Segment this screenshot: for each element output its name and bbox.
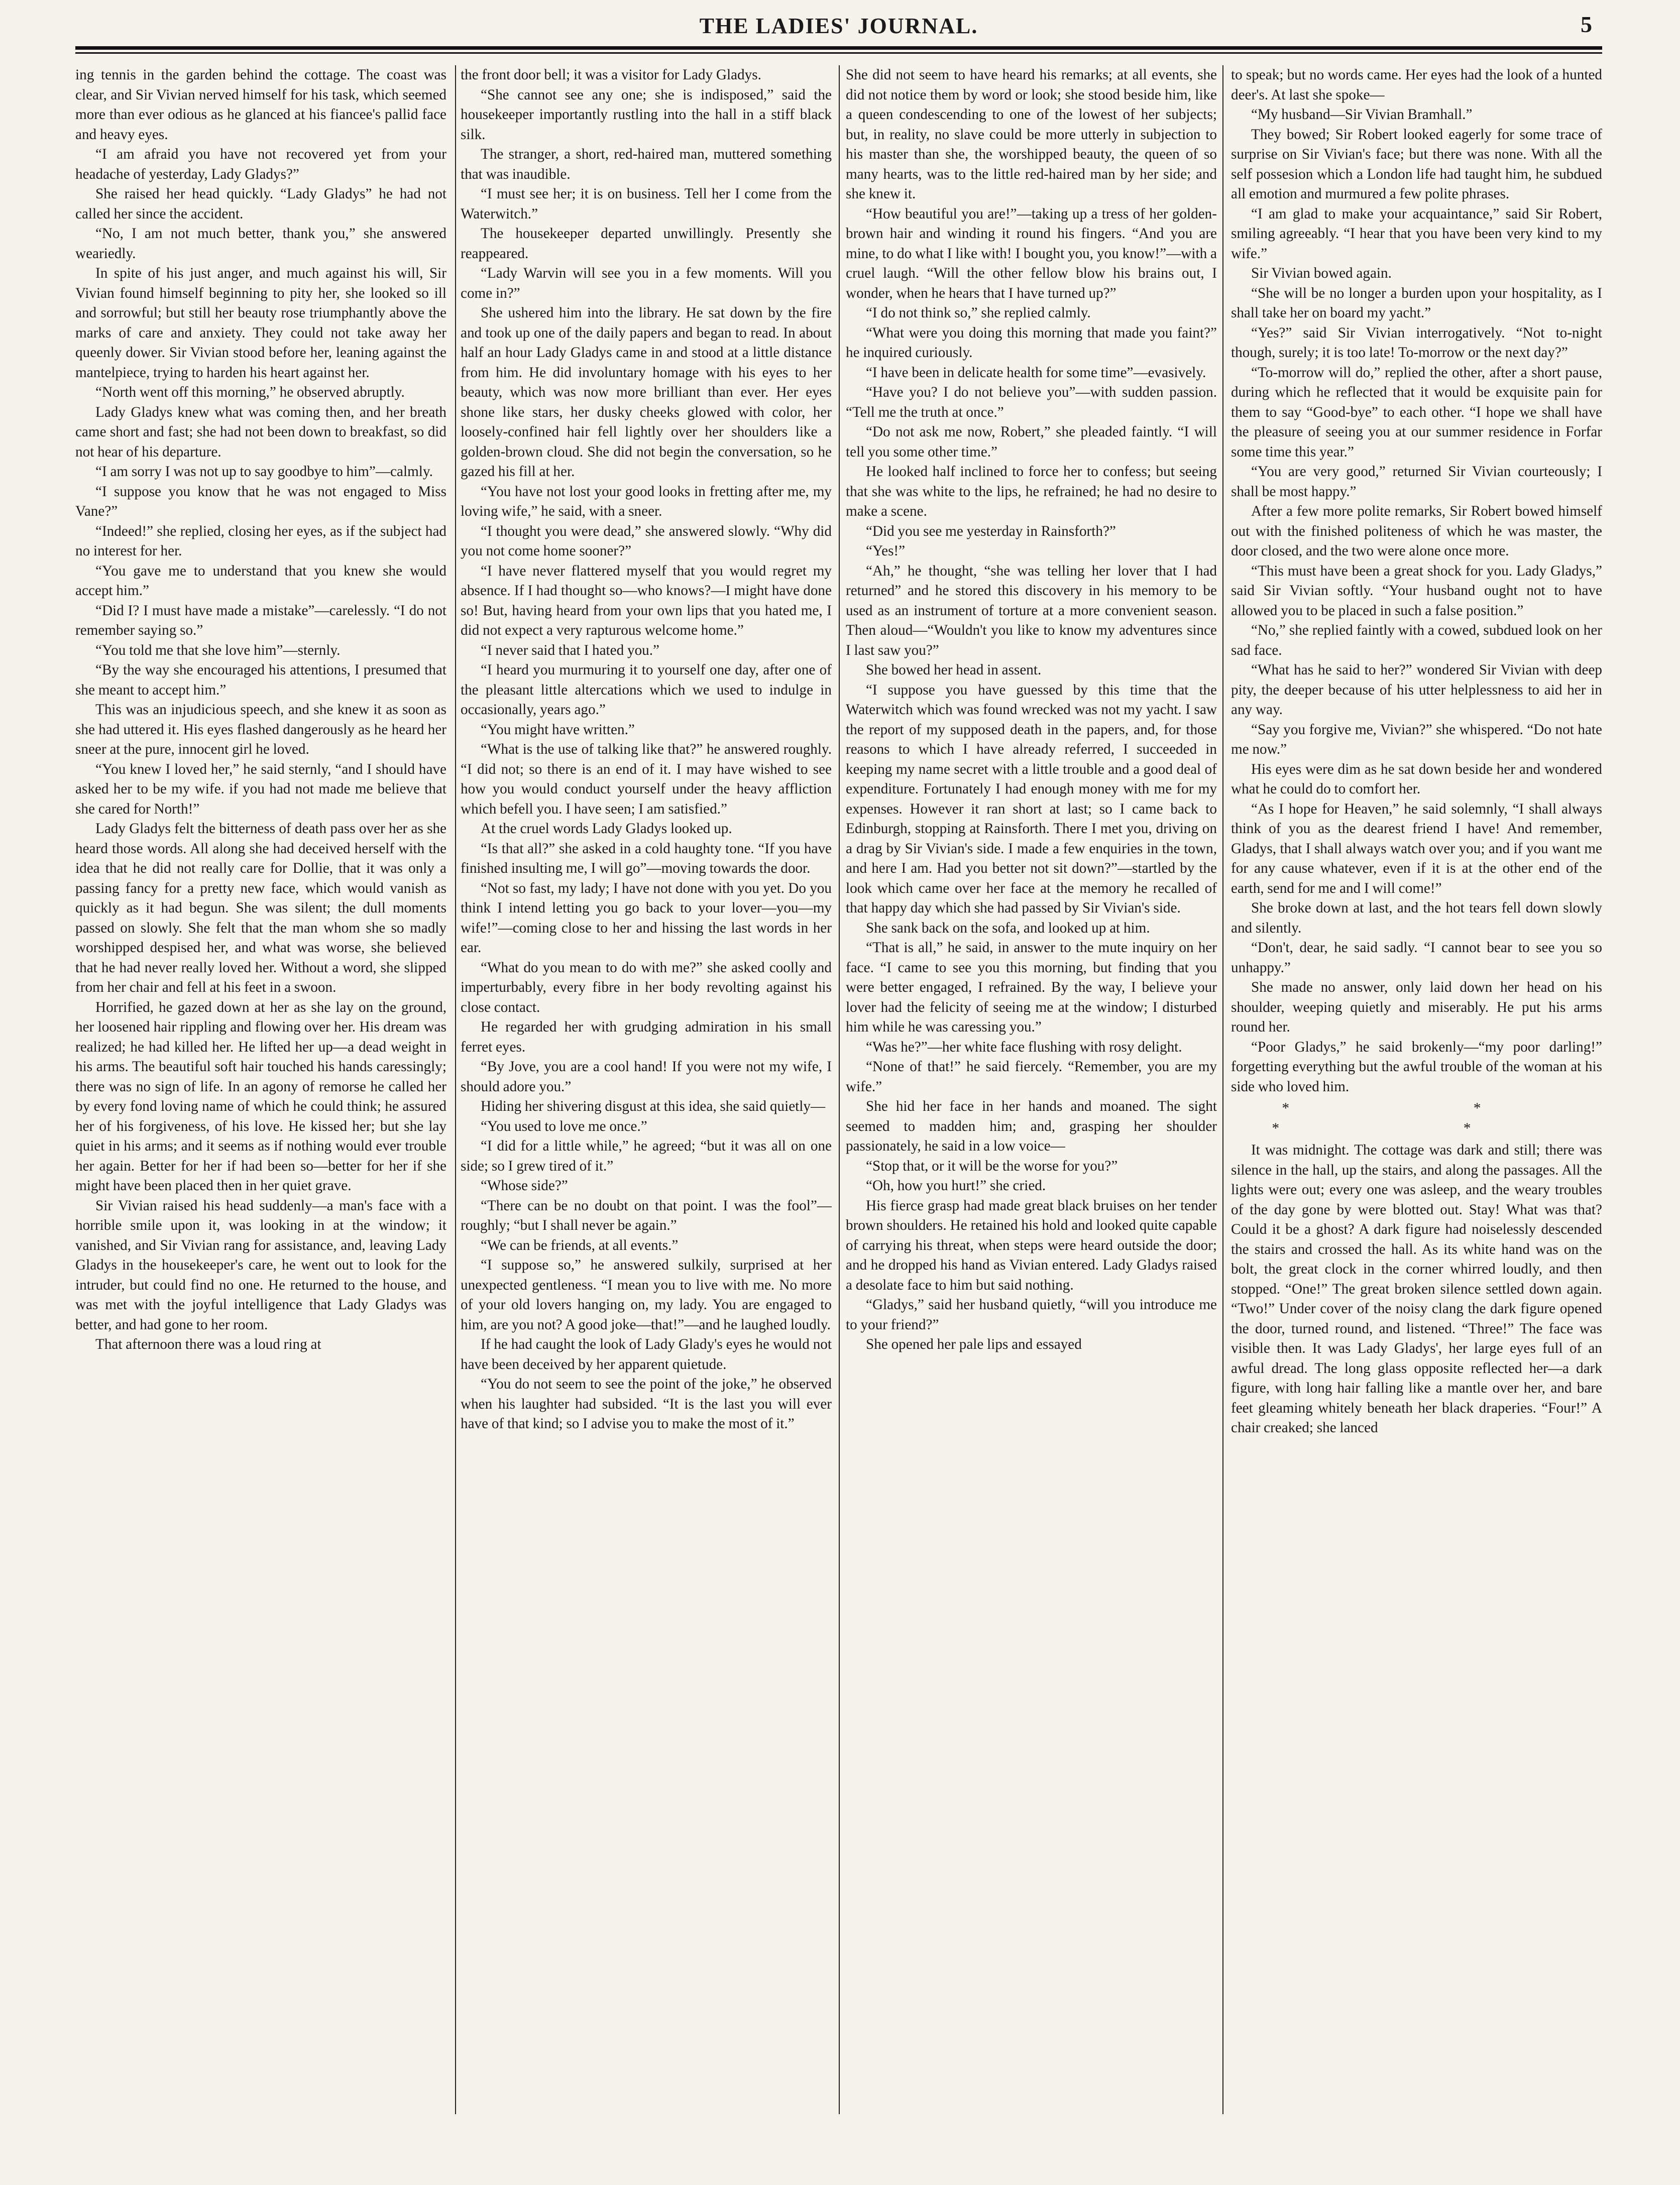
paragraph: “Lady Warvin will see you in a few moments. Will you come in?”: [461, 265, 832, 301]
paragraph: “None of that!” he said fiercely. “Remember, you are my wife.”: [846, 1059, 1217, 1095]
paragraph: The stranger, a short, red-haired man, muttered something that was inaudible.: [461, 146, 832, 182]
header-rule-thin: [75, 52, 1602, 54]
paragraph: “That is all,” he said, in answer to the mute inquiry on her face. “I came to see you this morning, but finding that you were better engaged, I refrained. By the way, I believe your lover had the felicity of seeing me at the window; I disturbed him while he was caressing you.”: [846, 940, 1217, 1035]
page-number: 5: [1581, 12, 1592, 37]
paragraph: “Do not ask me now, Robert,” she pleaded faintly. “I will tell you some other time.”: [846, 424, 1217, 460]
paragraph: “You are very good,” returned Sir Vivian courteously; I shall be most happy.”: [1231, 464, 1602, 500]
paragraph: She made no answer, only laid down her head on his shoulder, weeping quietly and miserably. He put his arms round her.: [1231, 979, 1602, 1035]
paragraph: It was midnight. The cottage was dark and still; there was silence in the hall, up the stairs, and along the passages. All the lights were out; every one was asleep, and the weary troubles of the day gone by were blotted out. Stay! What was that? Could it be a ghost? A dark figure had noiselessly descended the stairs and crossed the hall. As its white hand was on the bolt, the great clock in the corner whirred loudly, and then stopped. “One!” The great broken silence settled down again. “Two!” Under cover of the noisy clang the dark figure opened the door, turned round, and listened. “Three!” The face was visible then. It was Lady Gladys', her large eyes full of an awful dread. The long glass opposite reflected her—a dark figure, with long hair falling like a mantle over her, and bare feet gleaming whitely beneath her black draperies. “Four!” A chair creaked; she lanced: [1231, 1142, 1602, 1436]
paragraph: “There can be no doubt on that point. I was the fool”—roughly; “but I shall never be again.”: [461, 1197, 832, 1233]
paragraph: She ushered him into the library. He sat down by the fire and took up one of the daily papers and began to read. In about half an hour Lady Gladys came in and stood at a little distance from him. He did involuntary homage with his eyes to her beauty, which was now more brilliant than ever. Her eyes shone like stars, her dusky cheeks glowed with color, her loosely-confined hair fell lightly over her shoulders like a golden-brown cloud. She did not begin the conversation, so he gazed his fill at her.: [461, 305, 832, 480]
paragraph: “I suppose you know that he was not engaged to Miss Vane?”: [75, 483, 446, 519]
paragraph: If he had caught the look of Lady Glady's eyes he would not have been deceived by her apparent quietude.: [461, 1336, 832, 1372]
paragraph: “You knew I loved her,” he said sternly, “and I should have asked her to be my wife. if you had not made me believe that she cared for North!”: [75, 761, 446, 817]
paragraph: His eyes were dim as he sat down beside her and wondered what he could do to comfort her.: [1231, 761, 1602, 797]
text-column-1: [75, 65, 446, 2114]
paragraph: He regarded her with grudging admiration in his small ferret eyes.: [461, 1019, 832, 1055]
paragraph: “I am sorry I was not up to say goodbye to him”—calmly.: [95, 464, 433, 480]
paragraph: “How beautiful you are!”—taking up a tress of her golden-brown hair and winding it round his fingers. “And you are mine, to do what I like with! I bought you, you know!”—with a cruel laugh. “Will the other fellow blow his brains out, I wonder, when he hears that I have turned up?”: [846, 205, 1217, 301]
paragraph: “Ah,” he thought, “she was telling her lover that I had returned” and he stored this discovery in his memory to be used as an instrument of torture at a more convenient season. Then aloud—“Wouldn't you like to know my adventures since I last saw you?”: [846, 562, 1217, 658]
paragraph: That afternoon there was a loud ring at: [95, 1336, 321, 1352]
paragraph: She raised her head quickly. “Lady Gladys” he had not called her since the accident.: [75, 186, 446, 222]
paragraph: His fierce grasp had made great black bruises on her tender brown shoulders. He retained his hold and looked quite capable of carrying his threat, when steps were heard outside the door; and he dropped his hand as Vivian entered. Lady Gladys raised a desolate face to him but said nothing.: [846, 1197, 1217, 1293]
paragraph: “We can be friends, at all events.”: [481, 1237, 679, 1253]
text-column-3: [846, 65, 1217, 2114]
paragraph: “Yes!”: [866, 543, 906, 559]
paragraph: The housekeeper departed unwillingly. Presently she reappeared.: [461, 225, 832, 262]
paragraph: “You told me that she love him”—sternly.: [95, 642, 341, 658]
paragraph: They bowed; Sir Robert looked eagerly for some trace of surprise on Sir Vivian's face; but there was none. With all the self possesion which a London life had taught him, he subdued all emotion and murmured a few polite phrases.: [1231, 126, 1602, 202]
paragraph: “You used to love me once.”: [481, 1118, 647, 1134]
paragraph: “Have you? I do not believe you”—with sudden passion. “Tell me the truth at once.”: [846, 384, 1217, 420]
paragraph: Sir Vivian bowed again.: [1251, 265, 1392, 281]
paragraph: “I have been in delicate health for some time”—evasively.: [866, 364, 1206, 381]
paragraph: She broke down at last, and the hot tears fell down slowly and silently.: [1231, 900, 1602, 936]
paragraph: “Poor Gladys,” he said brokenly—“my poor darling!” forgetting everything but the awful trouble of the woman at his side who loved him.: [1231, 1039, 1602, 1095]
paragraph: “To-morrow will do,” replied the other, after a short pause, during which he reflected that it would be exquisite pain for them to say “Good-bye” to each other. “I hope we shall have the pleasure of seeing you at our summer residence in Forfar some time this year.”: [1231, 364, 1602, 460]
paragraph: She bowed her head in assent.: [866, 662, 1042, 678]
paragraph: “Stop that, or it will be the worse for you?”: [866, 1158, 1118, 1174]
journal-title: THE LADIES' JOURNAL.: [699, 14, 978, 38]
paragraph: “Oh, how you hurt!” she cried.: [866, 1178, 1046, 1194]
paragraph: He looked half inclined to force her to confess; but seeing that she was white to the lips, he refrained; he had no desire to make a scene.: [846, 464, 1217, 519]
paragraph: “Not so fast, my lady; I have not done with you yet. Do you think I intend letting you go back to your lover—you—my wife!”—coming close to her and hissing the last words in her ear.: [461, 880, 832, 956]
paragraph: “No, I am not much better, thank you,” she answered weariedly.: [75, 225, 446, 262]
paragraph: “Is that all?” she asked in a cold haughty tone. “If you have finished insulting me, I will go”—moving towards the door.: [461, 840, 832, 876]
paragraph: “By the way she encouraged his attentions, I presumed that she meant to accept him.”: [75, 662, 446, 698]
paragraph: “What were you doing this morning that made you faint?” he inquired curiously.: [846, 324, 1217, 361]
paragraph: “I must see her; it is on business. Tell her I come from the Waterwitch.”: [461, 186, 832, 222]
masthead: [75, 9, 1602, 44]
paragraph: to speak; but no words came. Her eyes had the look of a hunted deer's. At last she spoke—: [1231, 67, 1602, 103]
text-column-4: [1231, 65, 1602, 2114]
paragraph: “You do not seem to see the point of the joke,” he observed when his laughter had subsided. “It is the last you will ever have of that kind; so I advise you to make the most of it.”: [461, 1376, 832, 1432]
paragraph: “My husband—Sir Vivian Bramhall.”: [1251, 106, 1473, 123]
paragraph: Hiding her shivering disgust at this idea, she said quietly—: [481, 1098, 826, 1114]
paragraph: This was an injudicious speech, and she knew it as soon as she had uttered it. His eyes flashed dangerously as he heard her sneer at the pure, innocent girl he loved.: [75, 702, 446, 757]
section-break: * * * *: [1272, 1100, 1572, 1136]
paragraph: “Whose side?”: [481, 1178, 568, 1194]
paragraph: “I suppose so,” he answered sulkily, surprised at her unexpected gentleness. “I mean you to live with me. No more of your old lovers hanging on, my lady. You are engaged to him, are you not? A good joke—that!”—and he laughed loudly.: [461, 1257, 832, 1333]
paragraph: She sank back on the sofa, and looked up at him.: [866, 919, 1150, 936]
paragraph: “I have never flattered myself that you would regret my absence. If I had thought so—who knows?—I might have done so! But, having heard from your own lips that you hated me, I did not expect a very rapturous welcome home.”: [461, 562, 832, 638]
article-columns: [75, 65, 1602, 2114]
paragraph: “You have not lost your good looks in fretting after me, my loving wife,” he said, with a sneer.: [461, 483, 832, 519]
paragraph: In spite of his just anger, and much against his will, Sir Vivian found himself beginning to pity her, she looked so ill and sorrowful; but still her beauty rose triumphantly above the marks of care and anxiety. They could not take away her queenly dower. Sir Vivian stood before her, leaning against the mantelpiece, trying to harden his heart against her.: [75, 265, 446, 381]
paragraph: “You might have written.”: [481, 721, 635, 738]
paragraph: “You gave me to understand that you knew she would accept him.”: [75, 562, 446, 599]
paragraph: ing tennis in the garden behind the cottage. The coast was clear, and Sir Vivian nerved himself for his task, which seemed more than ever odious as he glanced at his fiancee's pallid face and heavy eyes.: [75, 67, 446, 143]
paragraph: “I heard you murmuring it to yourself one day, after one of the pleasant little altercations which we used to indulge in occasionally, years ago.”: [461, 662, 832, 718]
paragraph: the front door bell; it was a visitor for Lady Gladys.: [461, 67, 761, 83]
paragraph: At the cruel words Lady Gladys looked up.: [481, 821, 732, 837]
paragraph: “I never said that I hated you.”: [481, 642, 660, 658]
header-rule-thick: [75, 46, 1602, 50]
paragraph: “Say you forgive me, Vivian?” she whispered. “Do not hate me now.”: [1231, 721, 1602, 757]
paragraph: “I am afraid you have not recovered yet from your headache of yesterday, Lady Gladys?”: [75, 146, 446, 182]
paragraph: “Was he?”—her white face flushing with rosy delight.: [866, 1039, 1182, 1055]
paragraph: “She cannot see any one; she is indisposed,” said the housekeeper importantly rustling into the hall in a stiff black silk.: [461, 86, 832, 143]
paragraph: After a few more polite remarks, Sir Robert bowed himself out with the finished politeness of which he was master, the door closed, and the two were alone once more.: [1231, 503, 1602, 559]
paragraph: She hid her face in her hands and moaned. The sight seemed to madden him; and, grasping her shoulder passionately, he said in a low voice—: [846, 1098, 1217, 1154]
paragraph: “She will be no longer a burden upon your hospitality, as I shall take her on board my yacht.”: [1231, 285, 1602, 321]
paragraph: “This must have been a great shock for you. Lady Gladys,” said Sir Vivian softly. “Your husband ought not to have allowed you to be placed in such a false position.”: [1231, 562, 1602, 619]
paragraph: “Did I? I must have made a mistake”—carelessly. “I do not remember saying so.”: [75, 602, 446, 638]
paragraph: She did not seem to have heard his remarks; at all events, she did not notice them by word or look; she stood beside him, like a queen condescending to one of the lowest of her subjects; but, in reality, no slave could be more utterly in subjection to his master than she, the worshipped beauty, the queen of so many hearts, was to the little red-haired man by her side; and she knew it.: [846, 67, 1217, 202]
paragraph: Lady Gladys knew what was coming then, and her breath came short and fast; she had not been down to breakfast, so did not hear of his departure.: [75, 404, 446, 460]
paragraph: “Yes?” said Sir Vivian interrogatively. “Not to-night though, surely; it is too late! To-morrow or the next day?”: [1231, 324, 1602, 361]
paragraph: “I did for a little while,” he agreed; “but it was all on one side; so I grew tired of it.”: [461, 1138, 832, 1174]
paragraph: “No,” she replied faintly with a cowed, subdued look on her sad face.: [1231, 622, 1602, 658]
paragraph: Lady Gladys felt the bitterness of death pass over her as she heard those words. All along she had deceived herself with the idea that he did not really care for Dollie, that it was only a passing fancy for a pretty new face, which would vanish as quickly as it had begun. She was silent; the dull moments passed on slowly. She felt that the man whom she so madly worshipped despised her, and what was worse, she believed that he had never really loved her. Without a word, she slipped from her chair and fell at his feet in a swoon.: [75, 821, 446, 995]
paragraph: “What is the use of talking like that?” he answered roughly. “I did not; so there is an end of it. I may have wished to see how you would conduct yourself under the heavy affliction which befell you. I have seen; I am satisfied.”: [461, 741, 832, 817]
paragraph: “I suppose you have guessed by this time that the Waterwitch which was found wrecked was not my yacht. I saw the report of my supposed death in the papers, and, for those reasons to which I have already referred, I succeeded in keeping my name secret with a little trouble and a good deal of expenditure. Fortunately I had enough money with me for my expenses. However it ran short at last; so I came back to Edinburgh, stopping at Rainsforth. There I met you, driving on a drag by Sir Vivian's side. I made a few enquiries in the town, and here I am. Had you better not sit down?”—startled by the look which came over her face at the memory he recalled of that happy day which she had passed by Sir Vivian's side.: [846, 681, 1217, 916]
paragraph: “As I hope for Heaven,” he said solemnly, “I shall always think of you as the dearest friend I have! And remember, Gladys, that I shall always watch over you; and if you want me for any cause whatever, even if it is at the other end of the earth, send for me and I will come!”: [1231, 800, 1602, 896]
paragraph: “What has he said to her?” wondered Sir Vivian with deep pity, the deeper because of his utter helplessness to aid her in any way.: [1231, 662, 1602, 718]
paragraph: “I do not think so,” she replied calmly.: [866, 305, 1091, 321]
paragraph: “What do you mean to do with me?” she asked coolly and imperturbably, every fibre in her body revolting against his close contact.: [461, 959, 832, 1015]
paragraph: Horrified, he gazed down at her as she lay on the ground, her loosened hair rippling and flowing over her. His dream was realized; he had killed her. He lifted her up—a dead weight in his arms. The beautiful soft hair touched his hands caressingly; there was no sign of life. In an agony of remorse he called her by every fond loving name of which he could think; he assured her of his forgiveness, of his love. He kissed her; but she lay quiet in his arms; and it seems as if nothing would ever trouble her again. Better for her if had been so—better for her if she might have been placed then in her quiet grave.: [75, 999, 446, 1194]
paragraph: “Did you see me yesterday in Rainsforth?”: [866, 523, 1116, 539]
paragraph: “I am glad to make your acquaintance,” said Sir Robert, smiling agreeably. “I hear that you have been very kind to my wife.”: [1231, 205, 1602, 262]
text-column-2: [461, 65, 832, 2114]
paragraph: “Gladys,” said her husband quietly, “will you introduce me to your friend?”: [846, 1297, 1217, 1333]
paragraph: “Don't, dear, he said sadly. “I cannot bear to see you so unhappy.”: [1231, 940, 1602, 976]
paragraph: “I thought you were dead,” she answered slowly. “Why did you not come home sooner?”: [461, 523, 832, 559]
paragraph: “By Jove, you are a cool hand! If you were not my wife, I should adore you.”: [461, 1059, 832, 1095]
paragraph: Sir Vivian raised his head suddenly—a man's face with a horrible smile upon it, was looking in at the window; it vanished, and Sir Vivian rang for assistance, and, leaving Lady Gladys in the housekeeper's care, he went out to look for the intruder, but could find no one. He returned to the house, and was met with the joyful intelligence that Lady Gladys was better, and had gone to her room.: [75, 1197, 446, 1333]
paragraph: “North went off this morning,” he observed abruptly.: [95, 384, 405, 400]
paragraph: “Indeed!” she replied, closing her eyes, as if the subject had no interest for her.: [75, 523, 446, 559]
paragraph: She opened her pale lips and essayed: [866, 1336, 1082, 1352]
